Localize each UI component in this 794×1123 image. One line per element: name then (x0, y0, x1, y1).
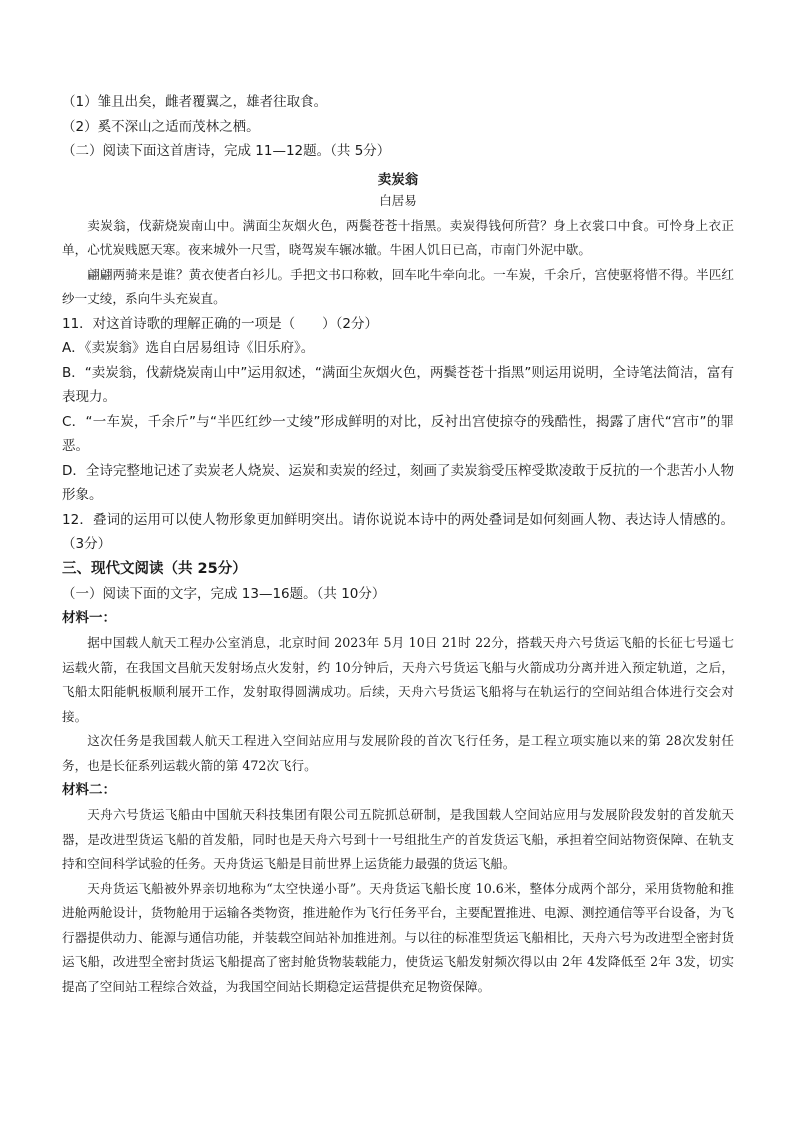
material-2-paragraph-1: 天舟六号货运飞船由中国航天科技集团有限公司五院抓总研制，是我国载人空间站应用与发展阶段发射的首发航天器，是改进型货运飞船的首发船，同时也是天舟六号到十一号组批生产的首发货运飞船，承担着空间站物资保障、在轨支持和空间科学试验的任务。天舟货运飞船是目前世界上运货能力最强的货运飞船。 (62, 807, 734, 871)
material-1-label: 材料一： (62, 610, 116, 626)
material-2-label: 材料二： (62, 782, 116, 798)
material-1-paragraph-1: 据中国载人航天工程办公室消息，北京时间 2023年 5月 10日 21时 22分，搭载天舟六号货运飞船的长征七号遥七运载火箭，在我国文昌航天发射场点火发射，约 10分钟后，天舟六号货运飞船与火箭成功分离并进入预定轨道，之后，飞船太阳能帆板顺利展开工作，发射取得圆满成功。后续，天舟六号货运飞船将与在轨运行的空间站组合体进行交会对接。 (62, 635, 734, 724)
exam-page (62, 90, 734, 999)
q11-stem: 11．对这首诗歌的理解正确的一项是（ ）（2分） (62, 315, 379, 332)
poem-paragraph-2: 翩翩两骑来是谁？黄衣使者白衫儿。手把文书口称敕，回车叱牛牵向北。一车炭，千余斤，宫使驱将惜不得。半匹红纱一丈绫，系向牛头充炭直。 (62, 266, 734, 306)
part1-intro: （一）阅读下面的文字，完成 13—16题。（共 10分） (62, 585, 386, 602)
q11-option-a: A．《卖炭翁》选自白居易组诗《旧乐府》。 (62, 340, 315, 356)
material-1-paragraph-2: 这次任务是我国载人航天工程进入空间站应用与发展阶段的首次飞行任务，是工程立项实施以来的第 28次发射任务，也是长征系列运载火箭的第 472次飞行。 (62, 733, 734, 773)
q11-option-b: B．“卖炭翁，伐薪烧炭南山中”运用叙述，“满面尘灰烟火色，两鬓苍苍十指黑”则运用说明，全诗笔法简洁，富有表现力。 (62, 364, 734, 405)
q12-stem: 12．叠词的运用可以使人物形象更加鲜明突出。请你说说本诗中的两处叠词是如何刻画人物、表达诗人情感的。（3分） (62, 511, 734, 552)
part2-intro: （二）阅读下面这首唐诗，完成 11—12题。（共 5分） (62, 143, 391, 159)
poem-paragraph-1: 卖炭翁，伐薪烧炭南山中。满面尘灰烟火色，两鬓苍苍十指黑。卖炭得钱何所营？身上衣裳口中食。可怜身上衣正单，心忧炭贱愿天寒。夜来城外一尺雪，晓驾炭车辗冰辙。牛困人饥日已高，市南门外泥中歇。 (62, 217, 734, 257)
q11-option-c: C．“一车炭，千余斤”与“半匹红纱一丈绫”形成鲜明的对比，反衬出宫使掠夺的残酷性，揭露了唐代“宫市”的罪恶。 (62, 413, 734, 454)
poem-author: 白居易 (379, 192, 417, 208)
q11-option-d: D．全诗完整地记述了卖炭老人烧炭、运炭和卖炭的经过，刻画了卖炭翁受压榨受欺凌敢于反抗的一个悲苦小人物形象。 (62, 462, 734, 503)
material-2-paragraph-2: 天舟货运飞船被外界亲切地称为“太空快递小哥”。天舟货运飞船长度 10.6米，整体分成两个部分，采用货物舱和推进舱两舱设计，货物舱用于运输各类物资，推进舱作为飞行任务平台，主要配置推进、电源、测控通信等平台设备，为飞行器提供动力、能源与通信功能，并装载空间站补加推进剂。与以往的标准型货运飞船相比，天舟六号为改进型全密封货运飞船，改进型全密封货运飞船提高了密封舱货物装载能力，使货运飞船发射频次得以由 2年 4发降低至 2年 3发，切实提高了空间站工程综合效益，为我国空间站长期稳定运营提供充足物资保障。 (62, 880, 734, 994)
poem-title: 卖炭翁 (377, 171, 419, 188)
q10-item-1: （1）雏且出矣，雌者覆翼之，雄者往取食。 (62, 94, 328, 110)
section-3-heading: 三、现代文阅读（共 25分） (62, 560, 247, 577)
q10-item-2: （2）奚不深山之适而茂林之栖。 (62, 118, 260, 135)
